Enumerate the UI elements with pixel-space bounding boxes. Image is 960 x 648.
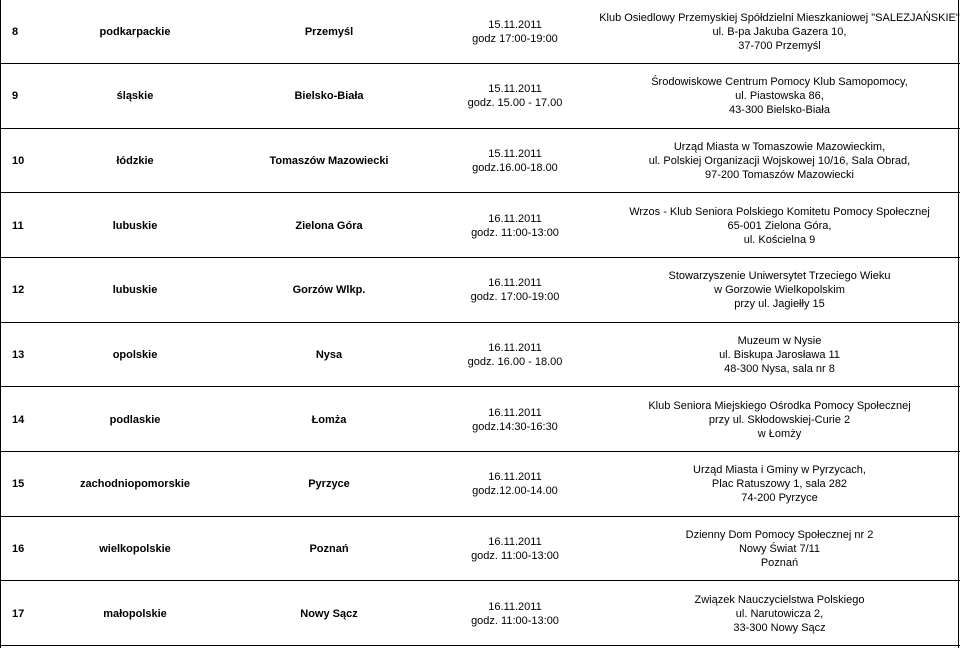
- place-line: 37-700 Przemyśl: [738, 40, 821, 52]
- table-row: [0, 584, 960, 644]
- row-border: [0, 63, 960, 64]
- date: 15.11.2011: [488, 19, 542, 31]
- date-cell: [420, 2, 610, 62]
- date-cell: [420, 454, 610, 514]
- date: 15.11.2011: [488, 148, 542, 160]
- date-cell: [420, 131, 610, 191]
- place-line: Poznań: [760, 557, 799, 569]
- place-cell: [597, 196, 960, 256]
- place-cell: [597, 260, 960, 320]
- place-cell: [597, 519, 960, 579]
- row-border: [0, 580, 960, 581]
- place-line: Klub Seniora Miejskiego Ośrodka Pomocy Społecznej: [648, 400, 911, 412]
- place-line: 43-300 Bielsko-Biała: [729, 104, 830, 116]
- place-line: ul. B-pa Jakuba Gazera 10,: [712, 26, 847, 38]
- city: Zielona Góra: [295, 220, 363, 232]
- row-border: [0, 322, 960, 323]
- row-border: [0, 645, 960, 646]
- date: 16.11.2011: [488, 342, 542, 354]
- place-line: w Łomży: [757, 428, 802, 440]
- date-cell: [420, 584, 610, 644]
- time: godz.14:30-16:30: [472, 421, 558, 433]
- place-line: Nowy Świat 7/11: [738, 543, 821, 555]
- date: 15.11.2011: [488, 83, 542, 95]
- row-number: 14: [12, 414, 25, 426]
- row-border: [0, 192, 960, 193]
- place-line: Urząd Miasta w Tomaszowie Mazowieckim,: [673, 141, 886, 153]
- table-row: [0, 131, 960, 191]
- time: godz.12.00-14.00: [472, 485, 558, 497]
- city: Nysa: [315, 349, 343, 361]
- place-cell: [597, 325, 960, 385]
- place-line: ul. Kościelna 9: [743, 234, 816, 246]
- place-line: w Gorzowie Wielkopolskim: [714, 284, 845, 296]
- time: godz 17:00-19:00: [472, 33, 558, 45]
- row-border: [0, 128, 960, 129]
- voivodeship: opolskie: [112, 349, 158, 361]
- city: Przemyśl: [304, 26, 354, 38]
- time: godz. 11:00-13:00: [471, 550, 559, 562]
- time: godz.16.00-18.00: [472, 162, 558, 174]
- time: godz. 15.00 - 17.00: [467, 97, 563, 109]
- date-cell: [420, 196, 610, 256]
- row-number: 9: [12, 90, 19, 102]
- table-row: [0, 325, 960, 385]
- place-line: ul. Piastowska 86,: [735, 90, 824, 102]
- place-line: Wrzos - Klub Seniora Polskiego Komitetu Pomocy Społecznej: [629, 206, 930, 218]
- table-row: [0, 260, 960, 320]
- voivodeship: podlaskie: [109, 414, 161, 426]
- voivodeship: podkarpackie: [99, 26, 171, 38]
- table-row: [0, 66, 960, 126]
- place-cell: [597, 390, 960, 450]
- place-cell: [597, 584, 960, 644]
- row-number: 16: [12, 543, 25, 555]
- place-line: Urząd Miasta i Gminy w Pyrzycach,: [693, 464, 866, 476]
- row-number: 13: [12, 349, 25, 361]
- date: 16.11.2011: [488, 471, 542, 483]
- place-line: Środowiskowe Centrum Pomocy Klub Samopomocy,: [651, 76, 908, 88]
- city: Pyrzyce: [308, 478, 350, 490]
- city: Łomża: [311, 414, 347, 426]
- date: 16.11.2011: [488, 601, 542, 613]
- city: Gorzów Wlkp.: [292, 284, 366, 296]
- table-row: [0, 454, 960, 514]
- date: 16.11.2011: [488, 213, 542, 225]
- time: godz. 17:00-19:00: [470, 291, 560, 303]
- place-line: przy ul. Jagiełły 15: [734, 298, 825, 310]
- row-number: 11: [12, 220, 24, 232]
- place-line: 33-300 Nowy Sącz: [733, 622, 826, 634]
- date-cell: [420, 66, 610, 126]
- place-line: Stowarzyszenie Uniwersytet Trzeciego Wieku: [668, 270, 891, 282]
- row-number: 15: [12, 478, 25, 490]
- voivodeship: zachodniopomorskie: [79, 478, 191, 490]
- row-number: 12: [12, 284, 25, 296]
- row-number: 10: [12, 155, 25, 167]
- place-line: Muzeum w Nysie: [737, 335, 822, 347]
- time: godz. 16.00 - 18.00: [467, 356, 563, 368]
- table-row: [0, 2, 960, 62]
- city: Nowy Sącz: [300, 608, 358, 620]
- city: Tomaszów Mazowiecki: [269, 155, 389, 167]
- date: 16.11.2011: [488, 277, 542, 289]
- place-cell: [597, 66, 960, 126]
- row-border: [0, 516, 960, 517]
- date-cell: [420, 390, 610, 450]
- date: 16.11.2011: [488, 407, 542, 419]
- table-row: [0, 196, 960, 256]
- row-number: 17: [12, 608, 25, 620]
- table-row: [0, 390, 960, 450]
- place-line: ul. Narutowicza 2,: [735, 608, 824, 620]
- place-line: 97-200 Tomaszów Mazowiecki: [705, 169, 854, 181]
- place-line: Związek Nauczycielstwa Polskiego: [694, 594, 865, 606]
- row-border: [0, 451, 960, 452]
- table-row: [0, 519, 960, 579]
- place-line: 65-001 Zielona Góra,: [727, 220, 832, 232]
- voivodeship: łódzkie: [116, 155, 154, 167]
- voivodeship: lubuskie: [112, 284, 158, 296]
- date-cell: [420, 519, 610, 579]
- place-cell: [597, 131, 960, 191]
- place-line: Plac Ratuszowy 1, sala 282: [711, 478, 848, 490]
- row-border: [0, 257, 960, 258]
- time: godz. 11:00-13:00: [471, 615, 559, 627]
- place-cell: [597, 2, 960, 62]
- place-cell: [597, 454, 960, 514]
- city: Bielsko-Biała: [294, 90, 364, 102]
- row-number: 8: [12, 26, 19, 38]
- voivodeship: śląskie: [116, 90, 154, 102]
- place-line: 74-200 Pyrzyce: [741, 492, 818, 504]
- voivodeship: małopolskie: [103, 608, 167, 620]
- place-line: ul. Polskiej Organizacji Wojskowej 10/16, Sala Obrad,: [648, 155, 911, 167]
- place-line: przy ul. Skłodowskiej-Curie 2: [708, 414, 851, 426]
- date-cell: [420, 325, 610, 385]
- voivodeship: wielkopolskie: [99, 543, 171, 555]
- place-line: Klub Osiedlowy Przemyskiej Spółdzielni Mieszkaniowej "SALEZJAŃSKIE": [599, 12, 960, 24]
- time: godz. 11:00-13:00: [471, 227, 559, 239]
- city: Poznań: [309, 543, 349, 555]
- place-line: 48-300 Nysa, sala nr 8: [724, 363, 835, 375]
- voivodeship: lubuskie: [112, 220, 158, 232]
- date: 16.11.2011: [488, 536, 542, 548]
- place-line: ul. Biskupa Jarosława 11: [719, 349, 840, 361]
- date-cell: [420, 260, 610, 320]
- row-border: [0, 386, 960, 387]
- place-line: Dzienny Dom Pomocy Społecznej nr 2: [685, 529, 874, 541]
